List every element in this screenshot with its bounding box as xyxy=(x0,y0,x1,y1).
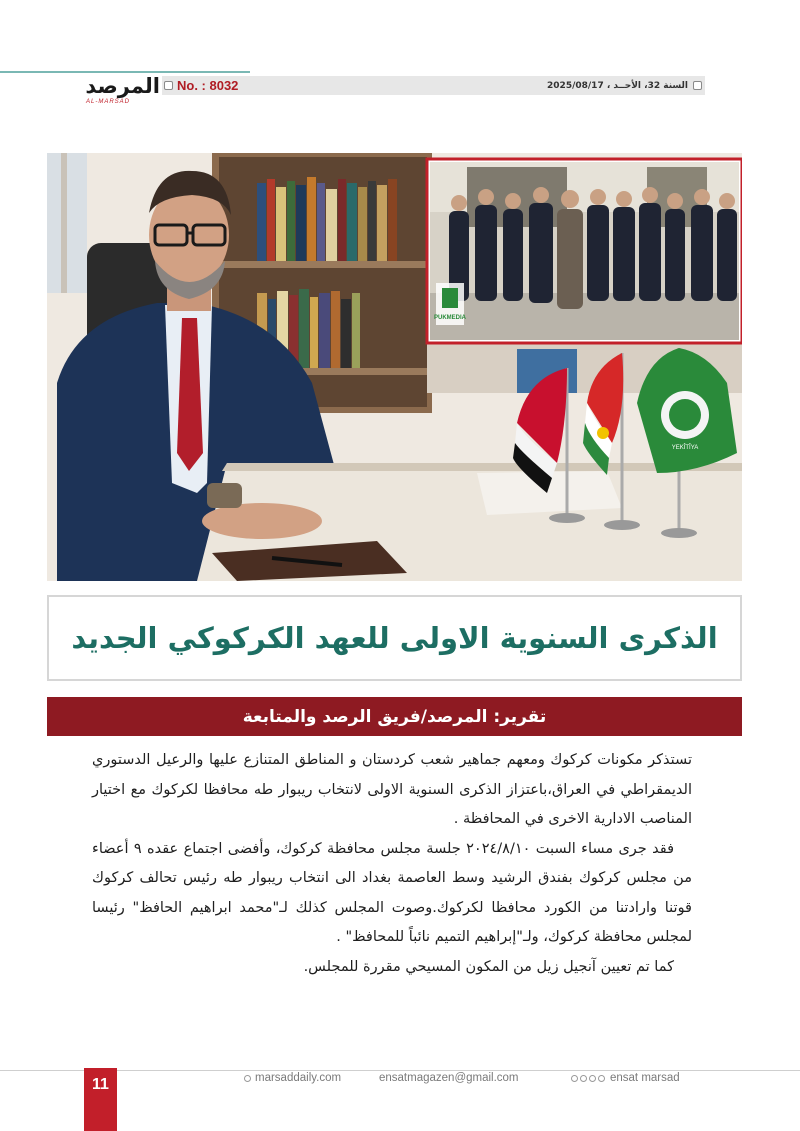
hero-photo xyxy=(47,153,742,581)
twitter-icon[interactable] xyxy=(580,1075,587,1082)
social-icons xyxy=(571,1075,605,1082)
article-title: الذكرى السنوية الاولى للعهد الكركوكي الجديد xyxy=(71,621,718,655)
body-paragraph: تستذكر مكونات كركوك ومعهم جماهير شعب كردستان و المناطق المتنازع عليها والرعيل الدستوري الديمقراطي في العراق،باعتزاز الذكرى السنوية الاولى لانتخاب ريبوار طه محافظا لكركوك مع اختيار المناصب الادارية الاخرى في المحافظة . xyxy=(92,752,692,827)
page-number-tab xyxy=(84,1068,117,1131)
logo-subtitle: AL-MARSAD xyxy=(86,99,131,105)
hero-illustration xyxy=(47,153,742,581)
article-body xyxy=(92,746,692,982)
page-number: 11 xyxy=(92,1076,109,1093)
instagram-icon[interactable] xyxy=(589,1075,596,1082)
logo-wordmark: المرصد xyxy=(85,74,160,98)
magazine-logo xyxy=(82,74,160,108)
footer-rule xyxy=(0,1070,800,1071)
website-text[interactable]: marsaddaily.com xyxy=(255,1072,342,1084)
body-paragraph: كما تم تعيين آنجيل زيل من المكون المسيحي مقررة للمجلس. xyxy=(303,958,674,975)
issue-date-text: السنة 32، الأحــد ، 2025/08/17 xyxy=(547,80,688,91)
footer-website[interactable] xyxy=(244,1072,341,1084)
globe-icon xyxy=(244,1075,251,1082)
square-icon xyxy=(164,81,173,90)
title-box xyxy=(47,595,742,681)
inset-watermark: PUKMEDIA xyxy=(433,315,467,321)
youtube-icon[interactable] xyxy=(598,1075,605,1082)
article-byline: تقرير: المرصد/فريق الرصد والمتابعة xyxy=(242,706,547,727)
header-rule xyxy=(0,71,250,73)
body-paragraph: فقد جرى مساء السبت ٢٠٢٤/٨/١٠ جلسة مجلس محافظة كركوك، وأفضى اجتماع عقده ٩ أعضاء من مجلس كركوك بفندق الرشيد وسط العاصمة بغداد الى انتخاب ريبوار طه رئيس تحالف كركوك قوتنا وارادتنا من الكورد محافظا لكركوك.وصوت المجلس كذلك لـ"محمد ابراهيم الحافظ" رئيسا لمجلس محافظة كركوك، ولـ"إبراهيم التميم نائباً للمحافظ" . xyxy=(92,840,692,945)
issue-number-text: No. : 8032 xyxy=(177,78,239,93)
issue-date xyxy=(547,76,702,95)
social-handle[interactable]: ensat marsad xyxy=(610,1072,680,1084)
flag-emblem-text: YEKÎTÎYA xyxy=(671,445,699,451)
byline-bar xyxy=(47,697,742,736)
issue-number xyxy=(164,76,238,95)
facebook-icon[interactable] xyxy=(571,1075,578,1082)
footer-email[interactable]: ensatmagazen@gmail.com xyxy=(379,1072,519,1084)
footer-social[interactable] xyxy=(571,1072,680,1084)
square-icon xyxy=(693,81,702,90)
